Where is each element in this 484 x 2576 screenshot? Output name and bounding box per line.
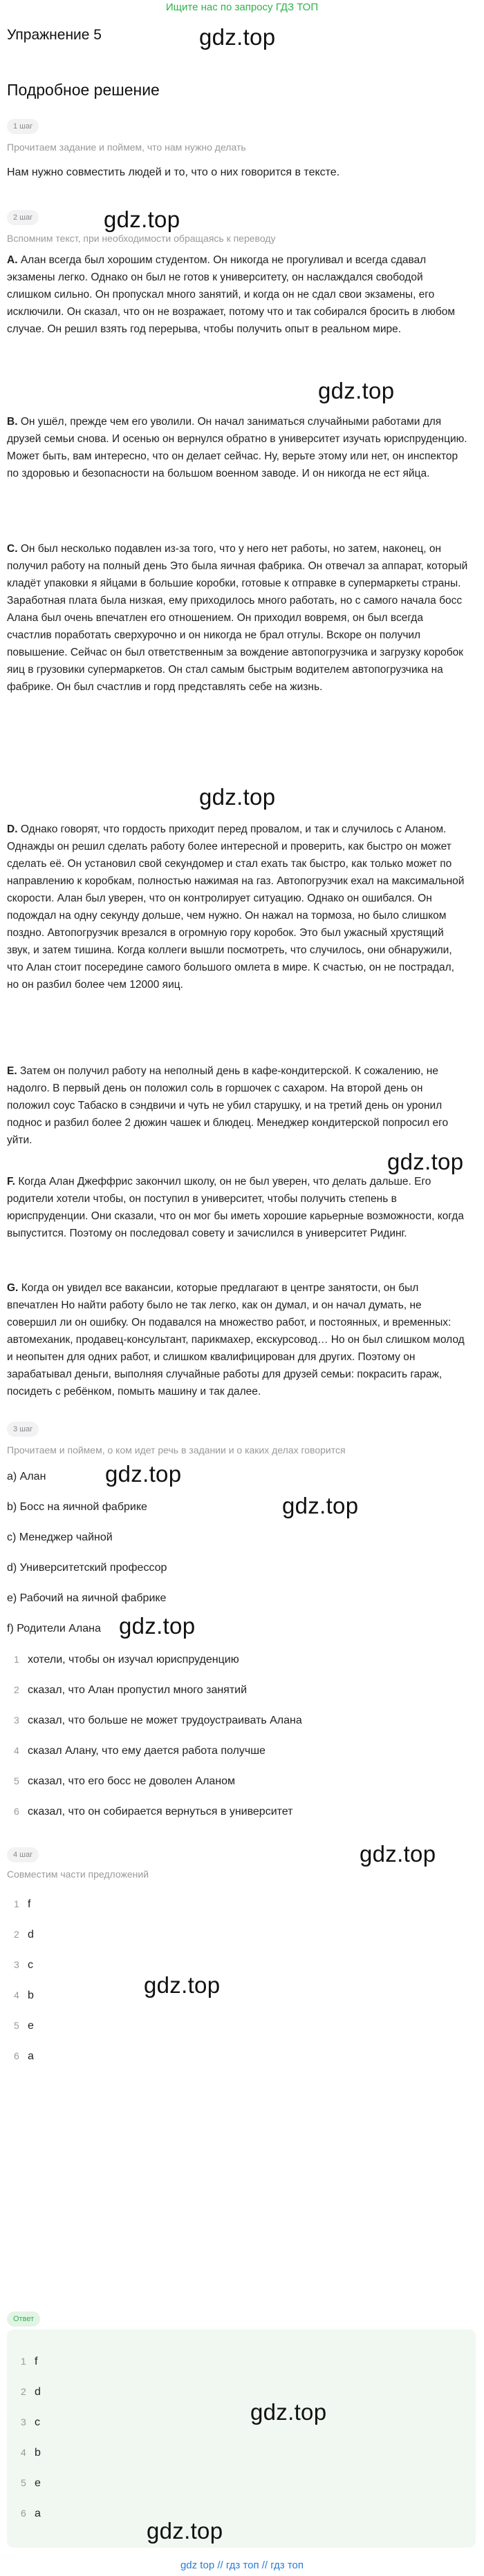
top-link[interactable]: Ищите нас по запросу ГДЗ ТОП xyxy=(165,1,319,13)
brand-watermark: gdz.top xyxy=(360,1841,436,1867)
answer-item: 1 f xyxy=(21,2356,38,2367)
step-3-hint: Прочитаем и поймем, о ком идет речь в задании и о каких делах говорится xyxy=(7,1444,346,1456)
brand-watermark: gdz.top xyxy=(199,24,276,50)
match-item: 4 b xyxy=(14,1990,34,2001)
answer-badge: Ответ xyxy=(7,2311,40,2327)
brand-watermark: gdz.top xyxy=(282,1493,359,1518)
person-d: d) Университетский профессор xyxy=(7,1562,167,1574)
person-a: a) Алан xyxy=(7,1471,46,1482)
statement-item: 6 сказал, что он собирается вернуться в университет xyxy=(14,1806,293,1817)
footer-links[interactable]: gdz top // гдз топ // гдз топ xyxy=(180,2559,304,2571)
step-1-hint: Прочитаем задание и поймем, что нам нужно делать xyxy=(7,142,246,153)
person-f: f) Родители Алана xyxy=(7,1623,101,1634)
match-item: 1 f xyxy=(14,1898,31,1910)
answer-item: 6 a xyxy=(21,2508,41,2519)
match-item: 6 a xyxy=(14,2050,34,2062)
person-e: e) Рабочий на яичной фабрике xyxy=(7,1592,167,1604)
person-c: c) Менеджер чайной xyxy=(7,1532,113,1543)
statement-item: 1 хотели, чтобы он изучал юриспруденцию xyxy=(14,1654,239,1666)
brand-watermark: gdz.top xyxy=(318,378,395,403)
answer-item: 4 b xyxy=(21,2447,41,2459)
step-2-hint: Вспомним текст, при необходимости обращаясь к переводу xyxy=(7,233,276,244)
answer-item: 5 e xyxy=(21,2477,41,2489)
answer-box xyxy=(7,2329,476,2548)
exercise-title: Упражнение 5 xyxy=(7,27,102,43)
paragraph-d: D. Однако говорят, что гордость приходит перед провалом, и так и случилось с Аланом. Однажды он решил сделать работу более интересной и проверить, как быстро он может сделать её. Он установил свой секундомер и стал ехать так быстро, как только может по направлению к коробкам, полностью нажимая на газ. Автопогрузчик ехал на максимальной скорости. Алан был уверен, что он контролирует ситуацию. Однако он ошибался. Он подождал на одну секунду дольше, чем нужно. Он нажал на тормоза, но было слишком поздно. Автопогрузчик врезался в огромную гору коробок. Это был ужасный хрустящий звук, и затем тишина. Когда коллеги вышли посмотреть, что случилось, они обнаружили, что Алан стоит посередине самого большого омлета в мире. К счастью, он не пострадал, но он разбил более чем 12000 яиц. xyxy=(7,823,465,991)
brand-watermark: gdz.top xyxy=(147,2518,223,2544)
match-item: 5 e xyxy=(14,2020,34,2032)
step-1-badge: 1 шаг xyxy=(7,119,39,134)
statement-item: 3 сказал, что больше не может трудоустраивать Алана xyxy=(14,1715,302,1726)
match-item: 2 d xyxy=(14,1929,34,1940)
step-4-badge: 4 шаг xyxy=(7,1847,39,1862)
step-4-hint: Совместим части предложений xyxy=(7,1869,149,1880)
step-3-badge: 3 шаг xyxy=(7,1422,39,1437)
brand-watermark: gdz.top xyxy=(387,1149,464,1174)
statement-item: 5 сказал, что его босс не доволен Аланом xyxy=(14,1775,236,1787)
brand-watermark: gdz.top xyxy=(250,2399,327,2425)
paragraph-a: A. Алан всегда был хорошим студентом. Он никогда не прогуливал и всегда сдавал экзамены легко. Однако он был не готов к университету, он наслаждался свободой слишком сильно. Он пропускал много занятий, и когда он не сдал свои экзамены, его исключили. Он сказал, что он не возражает, потому что и так собирался бросить в любом случае. Он решил взять год перерыва, чтобы получить опыт в реальном мире. xyxy=(7,254,456,335)
brand-watermark: gdz.top xyxy=(105,1461,182,1487)
person-b: b) Босс на яичной фабрике xyxy=(7,1501,147,1513)
paragraph-f: F. Когда Алан Джеффрис закончил школу, он не был уверен, что делать дальше. Его родители хотели чтобы, он поступил в университет, чтобы получить степень в юриспруденции. Они сказали, что он мог бы иметь хорошие карьерные возможности, когда выпустится. Поэтому он последовал совету и зачислился в университет Ридинг. xyxy=(7,1176,464,1239)
brand-watermark: gdz.top xyxy=(119,1613,196,1639)
match-item: 3 c xyxy=(14,1959,33,1971)
brand-watermark: gdz.top xyxy=(144,1972,221,1998)
answer-item: 2 d xyxy=(21,2386,41,2398)
paragraph-c: C. Он был несколько подавлен из-за того, что у него нет работы, но затем, наконец, он получил работу на полный день Это была яичная фабрика. Он отвечал за аппарат, который кладёт упаковки я яйцами в большие коробки, готовые к отправке в супермаркеты страны. Заработная плата была низкая, ему приходилось много работать, но с самого начала босс Алана был очень впечатлен его отношением. Он приходил вовремя, он был всегда счастлив поработать сверхурочно и он никогда не брал отгулы. Вскоре он получил повышение. Сейчас он был ответственным за вождение автопогрузчика и загрузку коробок яиц в грузовики супермаркетов. Он стал самым быстрым водителем автопогрузчика на фабрике. Он был счастлив и горд представлять себе на жизнь. xyxy=(7,543,468,693)
paragraph-b: B. Он ушёл, прежде чем его уволили. Он начал заниматься случайными работами для друзей семьи снова. И осенью он вернулся обратно в университет изучать юриспруденцию. Может быть, вам интересно, что он делает сейчас. Ну, верьте этому или нет, он инспектор по здоровью и безопасности на большом военном заводе. И он никогда не ест яйца. xyxy=(7,416,467,479)
section-title: Подробное решение xyxy=(7,81,160,99)
paragraph-e: E. Затем он получил работу на неполный день в кафе-кондитерской. К сожалению, не надолго. В первый день он положил соль в горшочек с сахаром. На второй день он положил соус Табаско в сэндвичи и чуть не убил старушку, и на третий день он уронил поднос и разбил более 2 дюжин чашек и блюдец. Менеджер кондитерской попросил его уйти. xyxy=(7,1065,449,1146)
statement-item: 2 сказал, что Алан пропустил много занятий xyxy=(14,1684,248,1696)
brand-watermark: gdz.top xyxy=(199,784,276,810)
paragraph-g: G. Когда он увидел все вакансии, которые предлагают в центре занятости, он был впечатлен Но найти работу было не так легко, как он думал, и он начал думать, не совершил ли он ошибку. Он подавался на множество работ, и постоянных, и временных: автомеханик, продавец-консультант, парикмахер, екскурсовод… Но он был слишком молод и неопытен для одних работ, и слишком квалифицирован для других. Поэтому он зарабатывал деньги, выполняя случайные работы для друзей семьи: покрасить гараж, посидеть с ребёнком, помыть машину и так далее. xyxy=(7,1282,465,1397)
brand-watermark: gdz.top xyxy=(104,207,180,232)
step-2-badge: 2 шаг xyxy=(7,210,39,225)
step-1-text: Нам нужно совместить людей и то, что о них говорится в тексте. xyxy=(7,166,340,178)
answer-item: 3 c xyxy=(21,2416,40,2428)
statement-item: 4 сказал Алану, что ему дается работа получше xyxy=(14,1745,266,1757)
